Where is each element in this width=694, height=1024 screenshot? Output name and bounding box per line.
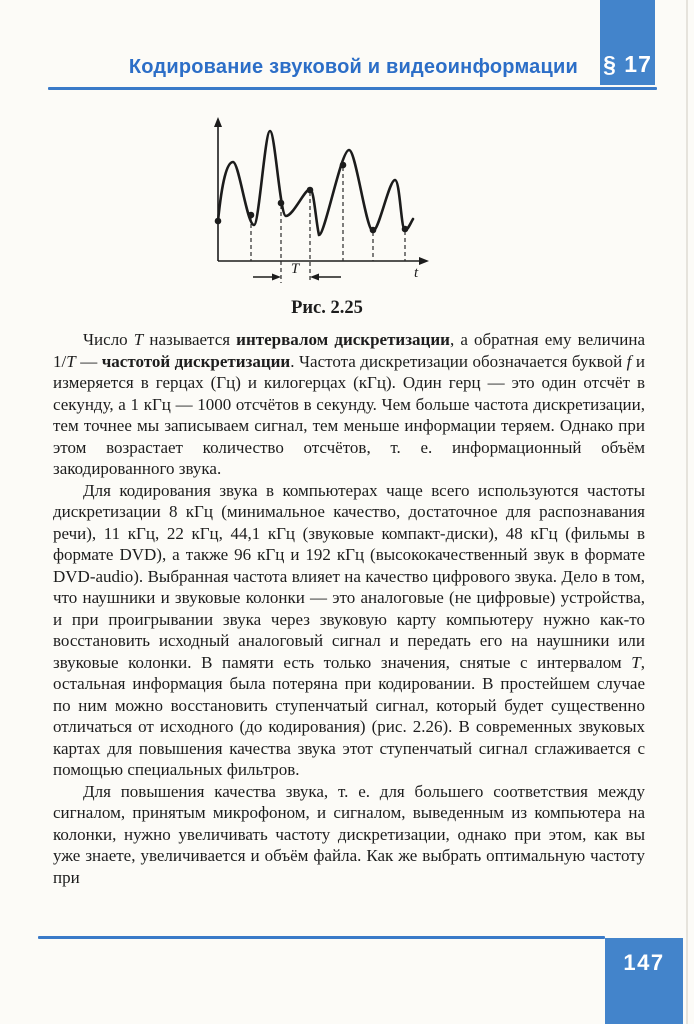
- t-axis-arrow-icon: [419, 257, 429, 265]
- time-axis-label: t: [414, 265, 419, 281]
- chapter-header-title: Кодирование звуковой и видеоинформации: [128, 56, 578, 78]
- figure-caption: Рис. 2.25: [291, 298, 363, 318]
- footer-divider-rule: [38, 936, 605, 939]
- sample-dashed-lines: [251, 167, 405, 283]
- analog-signal-curve: [218, 131, 413, 235]
- article-text: [53, 329, 645, 935]
- paragraph-sampling-frequencies: Для кодирования звука в компьютерах чаще всего используются частоты дискретизации 8 кГц (минимальное качество, достаточное для распознавания речи), 11 кГц, 22 кГц, 44,1 кГц (звуковые компакт-диски), 48 кГц (фильмы в формате DVD), а также 96 кГц и 192 кГц (высококачественный звук в формате DVD-audio). Выбранная частота влияет на качество цифрового звука. Дело в том, что наушники и звуковые колонки — это аналоговые (не цифровые) устройства, и при проигрывании звука через звуковую карту компьютеру нужно как-то восстановить исходный аналоговый сигнал и передать его на наушники или звуковые колонки. В памяти есть только значения, снятые с интервалом T, остальная информация была потеряна при кодировании. В простейшем случае по ним можно восстановить ступенчатый сигнал, который будет существенно отличаться от исходного (до кодирования) (рис. 2.26). В современных звуковых картах для повышения качества звука этот ступенчатый сигнал сглаживается с помощью специальных фильтров.: [53, 480, 645, 779]
- page-number: 147: [623, 950, 665, 975]
- header-divider-rule: [48, 87, 657, 90]
- sampled-waveform-chart: [185, 113, 485, 295]
- figure-2-25: [185, 113, 485, 319]
- interval-arrow-left-icon: [310, 274, 319, 281]
- paragraph-quality-tradeoff: Для повышения качества звука, т. е. для большего соответствия между сигналом, принятым микрофоном, и сигналом, выведенным из компьютера на колонки, нужно увеличивать частоту дискретизации, однако при этом, как вы уже знаете, увеличивается и объём файла. Как же выбрать оптимальную частоту при: [53, 781, 645, 887]
- interval-label: T: [290, 261, 300, 277]
- section-number-label: § 17: [603, 51, 652, 77]
- section-number-badge: [600, 0, 655, 85]
- page-number-badge: [605, 938, 683, 1024]
- y-axis-arrow-icon: [214, 117, 222, 127]
- page-edge-shadow: [686, 0, 688, 1024]
- paragraph-sampling-interval: Число T называется интервалом дискретизации, а обратная ему величина 1/T — частотой дискретизации. Частота дискретизации обозначается буквой f и измеряется в герцах (Гц) и килогерцах (кГц). Один герц — это один отсчёт в секунду, а 1 кГц — 1000 отсчётов в секунду. Чем больше частота дискретизации, тем точнее мы записываем сигнал, тем меньше информации теряем. Однако при этом возрастает количество отсчётов, т. е. информационный объём закодированного звука.: [53, 330, 645, 478]
- interval-arrow-right-icon: [272, 274, 281, 281]
